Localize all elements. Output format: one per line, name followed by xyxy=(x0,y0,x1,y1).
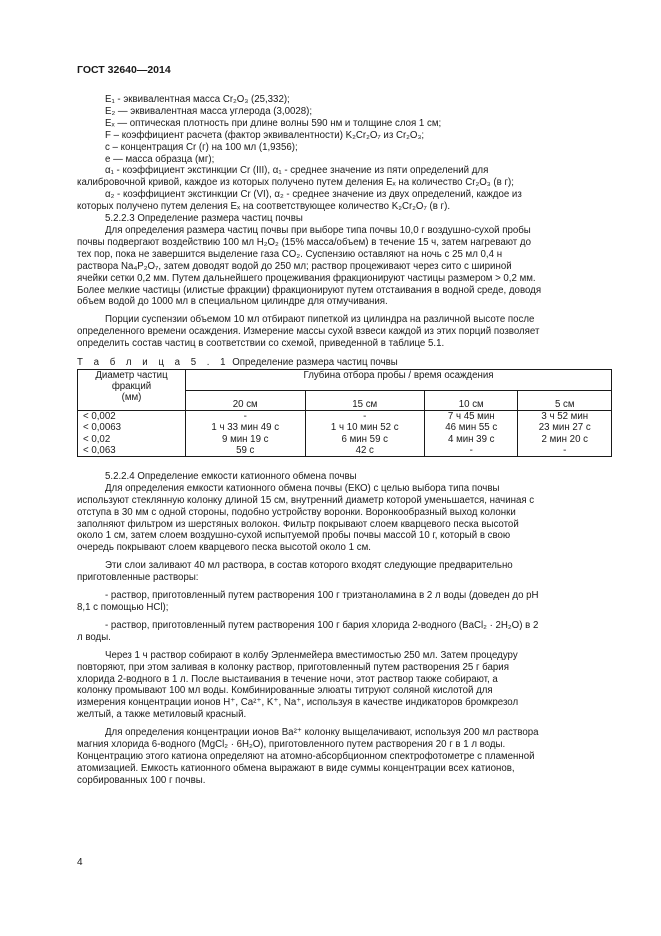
paragraph-line: почвы подвергают воздействию 100 мл H₂O₂ (15% масса/объем) в течение 15 ч, затем нагревают до xyxy=(77,236,531,248)
alpha1-line: калибровочной кривой, каждое из которых получено путем деления Eₓ на количество Cr₂O₃ (в г); xyxy=(77,177,514,189)
paragraph-line: измерения концентрации ионов H⁺, Ca²⁺, K⁺, Na⁺, используя в качестве индикаторов бромкрезол xyxy=(77,697,519,709)
table-cell: 4 мин 39 с xyxy=(425,434,518,445)
table-cell: < 0,063 xyxy=(78,445,186,457)
legend-line: F – коэффициент расчета (фактор эквивалентности) K₂Cr₂O₇ из Cr₂O₃; xyxy=(105,129,425,141)
paragraph-line: атомизацией. Емкость катионного обмена выражают в виде суммы концентрации всех катионов, xyxy=(77,762,515,774)
table-cell: 2 мин 20 с xyxy=(518,434,612,445)
paragraph-line: Эти слои заливают 40 мл раствора, в состав которого входят следующие предварительно xyxy=(105,560,513,572)
paragraph-line: Для определения емкости катионного обмена почвы (ЕКО) с целью выбора типа почвы xyxy=(105,482,500,494)
bullet-line: - раствор, приготовленный путем растворения 100 г бария хлорида 2-водного (BaCl₂ · 2H₂O) в 2 xyxy=(105,619,539,631)
table-cell: 59 с xyxy=(186,445,306,457)
table-cell: < 0,0063 xyxy=(78,422,186,433)
paragraph-line: хлорида 2-водного в 1 л. После выстаивания в течение ночи, этот раствор также собирают, а xyxy=(77,673,498,685)
paragraph-line: ячейки сетки 0,2 мм. Путем дальнейшего процеживания фракционируют частицы размером > 0,2 мм. xyxy=(77,272,536,284)
table-cell: - xyxy=(425,445,518,457)
section-heading-5224: 5.2.2.4 Определение емкости катионного обмена почвы xyxy=(105,470,357,482)
paragraph-line: Концентрацию этого катиона определяют на атомно-абсорбционном спектрофотометре с пламенной xyxy=(77,750,535,762)
page-number: 4 xyxy=(77,857,83,868)
paragraph-line: объем водой до 1000 мл в специальном цилиндре для отмучивания. xyxy=(77,296,388,308)
legend-line: Eₓ — оптическая плотность при длине волны 590 нм и толщине слоя 1 см; xyxy=(105,117,442,129)
document-body xyxy=(77,94,612,787)
table-cell: 46 мин 55 с xyxy=(425,422,518,433)
table-header-group: Глубина отбора пробы / время осаждения xyxy=(186,369,612,390)
table-row xyxy=(78,434,612,445)
table-row xyxy=(78,422,612,433)
table-row xyxy=(78,411,612,423)
table-cell: 7 ч 45 мин xyxy=(425,411,518,423)
paragraph-line: Для определения концентрации ионов Ba²⁺ колонку выщелачивают, используя 200 мл раствора xyxy=(105,727,539,739)
bullet-line: л воды. xyxy=(77,631,111,643)
paragraph-line: тех пор, пока не завершится выделение газа CO₂. Суспензию оставляют на ночь с 25 мл 0,4 н xyxy=(77,248,503,260)
table-title xyxy=(77,357,612,369)
paragraph-line: очередь покрывают слоем кварцевого песка высотой около 1 см. xyxy=(77,542,371,554)
particle-size-table xyxy=(77,369,612,457)
paragraph-line: определить состав частиц в соответствии со схемой, приведенной в таблице 5.1. xyxy=(77,338,445,350)
table-label: Т а б л и ц а 5 . 1 xyxy=(77,357,230,369)
table-cell: - xyxy=(305,411,425,423)
paragraph-line: определенного времени осаждения. Измерение массы сухой взвеси каждой из этих порций позволяет xyxy=(77,326,540,338)
bullet-line: 8,1 с помощью HCl); xyxy=(77,602,169,614)
bullet-line: - раствор, приготовленный путем растворения 100 г триэтаноламина в 2 л воды (доведен до pH xyxy=(105,590,539,602)
paragraph-line: Через 1 ч раствор собирают в колбу Эрленмейера вместимостью 250 мл. Затем процедуру xyxy=(105,649,518,661)
table-header-depth: 15 см xyxy=(305,390,425,410)
table-header-diameter: Диаметр частиц фракций (мм) xyxy=(78,369,186,410)
legend-line: E₁ - эквивалентная масса Cr₂O₃ (25,332); xyxy=(105,94,290,105)
paragraph-line: заполняют фильтром из шерстяных волокон. Фильтр покрывают слоем кварцевого песка высотой xyxy=(77,518,519,530)
table-cell: - xyxy=(518,445,612,457)
table-header-depth: 5 см xyxy=(518,390,612,410)
table-cell: 1 ч 10 мин 52 с xyxy=(305,422,425,433)
table-cell: 6 мин 59 с xyxy=(305,434,425,445)
table-header-depth: 20 см xyxy=(186,390,306,410)
paragraph-line: используют стеклянную колонку длиной 15 см, внутренний диаметр которой уменьшается, начиная с xyxy=(77,494,535,506)
document-code-header: ГОСТ 32640—2014 xyxy=(77,64,171,76)
legend-line: с – концентрация Cr (г) на 100 мл (1,9356); xyxy=(105,141,298,153)
paragraph-line: Порции суспензии объемом 10 мл отбирают пипеткой из цилиндра на различной высоте после xyxy=(105,314,535,326)
alpha1-line: α₁ - коэффициент экстинкции Cr (III), α₁ - среднее значение из пяти определений для xyxy=(105,165,489,177)
paragraph-line: Более мелкие частицы (илистые фракции) фракционируют путем отстаивания в водной среде, доводя xyxy=(77,284,542,296)
table-cell: 1 ч 33 мин 49 с xyxy=(186,422,306,433)
table-cell: < 0,002 xyxy=(78,411,186,423)
paragraph-line: приготовленные растворы: xyxy=(77,572,199,584)
table-header-depth: 10 см xyxy=(425,390,518,410)
section-heading-5223: 5.2.2.3 Определение размера частиц почвы xyxy=(105,213,303,225)
paragraph-line: повторяют, при этом заливая в колонку раствор, приготовленный путем растворения 25 г бария xyxy=(77,661,509,673)
alpha2-line: которых получено путем деления Eₓ на соответствующее количество K₂Cr₂O₇ (в г). xyxy=(77,201,451,213)
alpha2-line: α₂ - коэффициент экстинкции Cr (VI), α₂ - среднее значение из двух определений, каждое из xyxy=(105,189,522,201)
table-cell: 23 мин 27 с xyxy=(518,422,612,433)
paragraph-line: раствора Na₄P₂O₇, затем доводят водой до 250 мл; раствор процеживают через сито с шириной xyxy=(77,260,512,272)
table-row xyxy=(78,445,612,457)
paragraph-line: магния хлорида 6-водного (MgCl₂ · 6H₂O), приготовленного путем растворения 20 г в 1 л воды. xyxy=(77,739,506,751)
legend-line: E₂ — эквивалентная масса углерода (3,0028); xyxy=(105,105,313,117)
paragraph-line: отступа в 30 мм с одной стороны, подобно устройству воронки. Воронкообразный выход колонки xyxy=(77,506,516,518)
table-cell: < 0,02 xyxy=(78,434,186,445)
legend-line: е — масса образца (мг); xyxy=(105,153,215,165)
paragraph-line: колонку промывают 100 мл воды. Комбинированные элюаты титруют соляной кислотой для xyxy=(77,685,493,697)
table-cell: 9 мин 19 с xyxy=(186,434,306,445)
paragraph-line: около 1 см, затем слоем воздушно-сухой испытуемой пробы почвы массой 10 г, который в свою xyxy=(77,530,511,542)
table-cell: - xyxy=(186,411,306,423)
paragraph-line: желтый, а также метиловый красный. xyxy=(77,709,247,721)
table-cell: 3 ч 52 мин xyxy=(518,411,612,423)
table-cell: 42 с xyxy=(305,445,425,457)
table-caption: Определение размера частиц почвы xyxy=(232,357,398,369)
paragraph-line: сорбированных 100 г почвы. xyxy=(77,774,206,786)
paragraph-line: Для определения размера частиц почвы при выборе типа почвы 10,0 г воздушно-сухой пробы xyxy=(105,224,531,236)
